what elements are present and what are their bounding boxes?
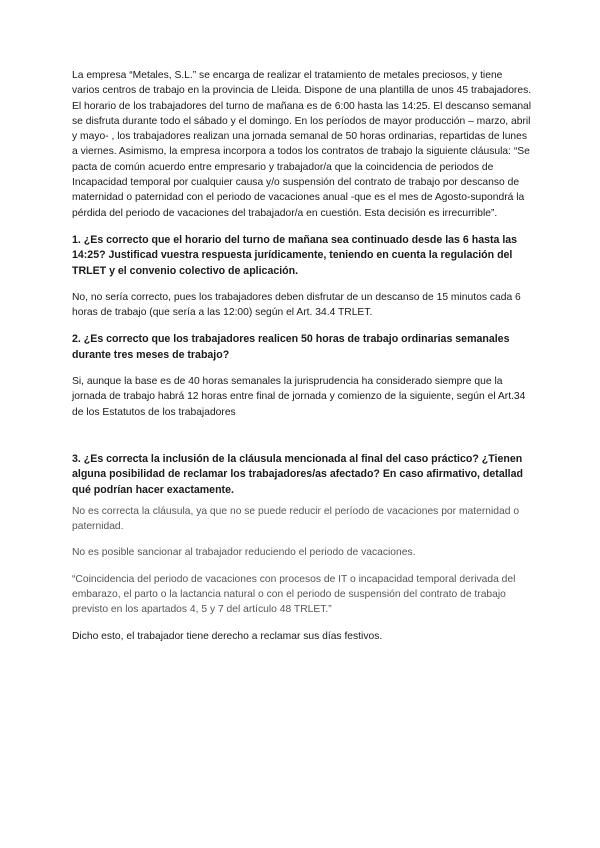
question-3: 3. ¿Es correcta la inclusión de la cláusula mencionada al final del caso práctico? ¿Tienen alguna posibilidad de reclamar los trabajadores/as afectado? En caso afirmativo, detallad qué podrían hacer exactamente. (72, 452, 523, 496)
answer-3-legal-quote: “Coincidencia del periodo de vacaciones con procesos de IT o incapacidad temporal derivada del embarazo, el parto o la lactancia natural o con el periodo de suspensión del contrato de trabajo previsto en los apartados 4, 5 y 7 del artículo 48 TRLET.” (72, 573, 516, 616)
answer-1: No, no sería correcto, pues los trabajadores deben disfrutar de un descanso de 15 minutos cada 6 horas de trabajo (que sería a las 12:00) según el Art. 34.4 TRLET. (72, 291, 521, 319)
answer-2: Si, aunque la base es de 40 horas semanales la jurisprudencia ha considerado siempre que la jornada de trabajo habrá 12 horas entre final de jornada y comienzo de la siguiente, según el Art.34 de los Estatutos de los trabajadores (72, 376, 526, 418)
case-intro-paragraph: La empresa “Metales, S.L.” se encarga de realizar el tratamiento de metales preciosos, y tiene varios centros de trabajo en la provincia de Lleida. Dispone de una plantilla de unos 45 trabajadores. El horario de los trabajadores del turno de mañana es de 6:00 hasta las 14:25. El descanso semanal se disfruta durante todo el sábado y el domingo. En los períodos de mayor producción – marzo, abril y mayo- , los trabajadores realizan una jornada semanal de 50 horas ordinarias, repartidas de lunes a viernes. Asimismo, la empresa incorpora a todos los contratos de trabajo la siguiente cláusula: “Se pacta de común acuerdo entre empresario y trabajador/a que la coincidencia de periodos de Incapacidad temporal por cualquier causa y/o suspensión del contrato de trabajo por descanso de maternidad o paternidad con el periodo de vacaciones anual -que es el mes de Agosto-supondrá la pérdida del periodo de vacaciones del trabajador/a en cuestión. Esta decisión es irrecurrible”. (72, 70, 532, 219)
question-2: 2. ¿Es correcto que los trabajadores realicen 50 horas de trabajo ordinarias semanales durante tres meses de trabajo? (72, 333, 510, 361)
answer-3-clause-incorrect: No es correcta la cláusula, ya que no se puede reducir el período de vacaciones por maternidad o paternidad. (72, 505, 520, 533)
answer-3-conclusion: Dicho esto, el trabajador tiene derecho a reclamar sus días festivos. (72, 630, 383, 642)
question-1: 1. ¿Es correcto que el horario del turno de mañana sea continuado desde las 6 hasta las 14:25? Justificad vuestra respuesta jurídicamente, teniendo en cuenta la regulación del TRLET y el convenio colectivo de aplicación. (72, 233, 518, 277)
answer-3-no-sanction: No es posible sancionar al trabajador reduciendo el periodo de vacaciones. (72, 547, 416, 559)
document-page (72, 68, 532, 644)
